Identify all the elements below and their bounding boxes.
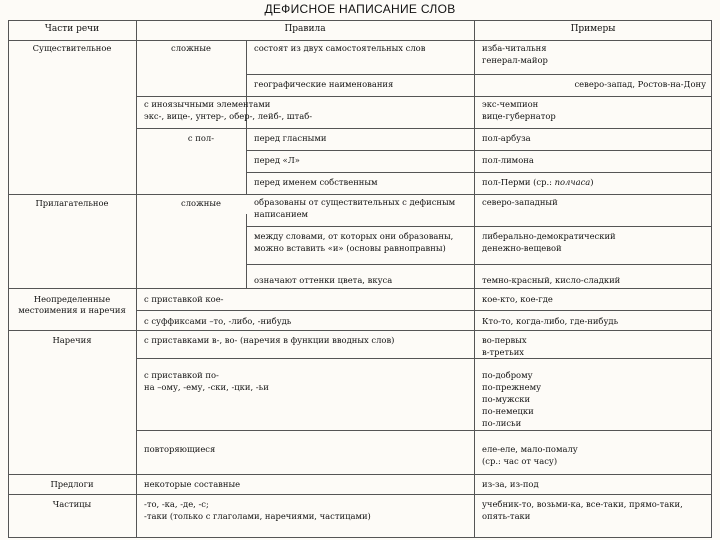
row-divider bbox=[246, 150, 712, 151]
header-examples: Примеры bbox=[570, 24, 616, 34]
adj-from-noun-example: северо-западный bbox=[482, 197, 558, 207]
row-divider bbox=[246, 172, 712, 173]
noun-foreign-rule: с иноязычными элементами bbox=[144, 99, 271, 109]
adv-repeat-example: (ср.: час от часу) bbox=[482, 456, 558, 466]
adj-and-rule: между словами, от которых они образованы, bbox=[254, 231, 454, 241]
particle-rule: -то, -ка, -де, -с; bbox=[144, 499, 209, 509]
noun-pol-label: с пол- bbox=[187, 133, 215, 143]
row-divider bbox=[8, 494, 712, 495]
example-text: пол-Перми (ср.: bbox=[482, 177, 555, 187]
table-border bbox=[711, 20, 712, 538]
part-of-speech-pronoun: Неопределенные bbox=[33, 294, 111, 304]
adj-and-example: денежно-вещевой bbox=[482, 243, 562, 253]
noun-foreign-rule: экс-, вице-, унтер-, обер-, лейб-, штаб- bbox=[144, 111, 313, 121]
noun-two-words-example: генерал-майор bbox=[482, 55, 548, 65]
adv-vo-example: во-первых bbox=[482, 335, 527, 345]
adj-complex-label: сложные bbox=[181, 198, 221, 208]
pron-suffix-example: Кто-то, когда-либо, где-нибудь bbox=[482, 316, 619, 326]
table-border bbox=[8, 537, 712, 538]
adv-repeat-rule: повторяющиеся bbox=[144, 444, 216, 454]
spelling-table bbox=[8, 20, 712, 538]
particle-example: учебник-то, возьми-ка, все-таки, прямо-таки, bbox=[482, 499, 683, 509]
noun-complex-label: сложные bbox=[171, 43, 211, 53]
adj-shade-example: темно-красный, кисло-сладкий bbox=[482, 275, 621, 285]
part-of-speech-adjective: Прилагательное bbox=[35, 198, 109, 208]
noun-two-words-rule: состоят из двух самостоятельных слов bbox=[254, 43, 426, 53]
adv-po-example: по-мужски bbox=[482, 394, 531, 404]
noun-pol-vowel-example: пол-арбуза bbox=[482, 133, 531, 143]
particle-example: опять-таки bbox=[482, 511, 531, 521]
row-divider bbox=[136, 128, 712, 129]
adj-from-noun-rule: образованы от существительных с дефисным bbox=[254, 197, 456, 207]
part-of-speech-preposition: Предлоги bbox=[50, 479, 94, 489]
adj-from-noun-rule: написанием bbox=[254, 209, 309, 219]
table-border bbox=[8, 20, 712, 21]
noun-pol-proper-example bbox=[482, 177, 594, 188]
example-text: ) bbox=[590, 177, 594, 187]
row-divider bbox=[8, 330, 712, 331]
noun-geo-example: северо-запад, Ростов-на-Дону bbox=[574, 79, 706, 89]
part-of-speech-adverb: Наречия bbox=[52, 335, 92, 345]
example-text-italic: полчаса bbox=[554, 177, 591, 187]
row-divider bbox=[136, 358, 712, 359]
prep-rule: некоторые составные bbox=[144, 479, 241, 489]
pron-koe-example: кое-кто, кое-где bbox=[482, 294, 553, 304]
prep-example: из-за, из-под bbox=[482, 479, 539, 489]
adv-po-example: по-прежнему bbox=[482, 382, 542, 392]
row-divider bbox=[136, 310, 712, 311]
noun-geo-rule: географические наименования bbox=[254, 79, 394, 89]
row-divider bbox=[246, 74, 712, 75]
row-divider bbox=[136, 96, 712, 97]
adv-po-rule: на –ому, -ему, -ски, -цки, -ьи bbox=[144, 382, 269, 392]
row-divider bbox=[136, 430, 712, 431]
row-divider bbox=[246, 264, 712, 265]
table-border bbox=[8, 20, 9, 538]
adv-po-example: по-доброму bbox=[482, 370, 533, 380]
noun-pol-l-rule: перед «Л» bbox=[254, 155, 300, 165]
row-divider bbox=[246, 226, 712, 227]
row-divider bbox=[8, 474, 712, 475]
noun-foreign-example: экс-чемпион bbox=[482, 99, 539, 109]
noun-two-words-example: изба-читальня bbox=[482, 43, 547, 53]
noun-pol-proper-rule: перед именем собственным bbox=[254, 177, 378, 187]
row-divider bbox=[8, 288, 712, 289]
part-of-speech-particle: Частицы bbox=[52, 499, 92, 509]
adv-repeat-example: еле-еле, мало-помалу bbox=[482, 444, 578, 454]
noun-pol-l-example: пол-лимона bbox=[482, 155, 534, 165]
adj-shade-rule: означают оттенки цвета, вкуса bbox=[254, 275, 393, 285]
part-of-speech-noun: Существительное bbox=[32, 43, 112, 53]
pron-suffix-rule: с суффиксами –то, -либо, -нибудь bbox=[144, 316, 292, 326]
adj-and-rule: можно вставить «и» (основы равноправны) bbox=[254, 243, 446, 253]
particle-rule: -таки (только с глаголами, наречиями, частицами) bbox=[144, 511, 371, 521]
header-part-of-speech: Части речи bbox=[44, 24, 100, 34]
adv-po-example: по-немецки bbox=[482, 406, 534, 416]
adv-vo-rule: с приставками в-, во- (наречия в функции вводных слов) bbox=[144, 335, 395, 345]
adv-po-example: по-лисьи bbox=[482, 418, 522, 428]
noun-foreign-example: вице-губернатор bbox=[482, 111, 556, 121]
row-divider bbox=[8, 194, 712, 195]
page-title: ДЕФИСНОЕ НАПИСАНИЕ СЛОВ bbox=[264, 2, 456, 16]
adj-and-example: либерально-демократический bbox=[482, 231, 616, 241]
header-rules: Правила bbox=[284, 24, 326, 34]
adv-vo-example: в-третьих bbox=[482, 347, 524, 357]
part-of-speech-pronoun: местоимения и наречия bbox=[18, 305, 126, 315]
noun-pol-vowel-rule: перед гласными bbox=[254, 133, 327, 143]
column-divider bbox=[474, 20, 475, 538]
pron-koe-rule: с приставкой кое- bbox=[144, 294, 224, 304]
column-divider bbox=[136, 20, 137, 538]
adv-po-rule: с приставкой по- bbox=[144, 370, 219, 380]
row-divider bbox=[8, 40, 712, 41]
